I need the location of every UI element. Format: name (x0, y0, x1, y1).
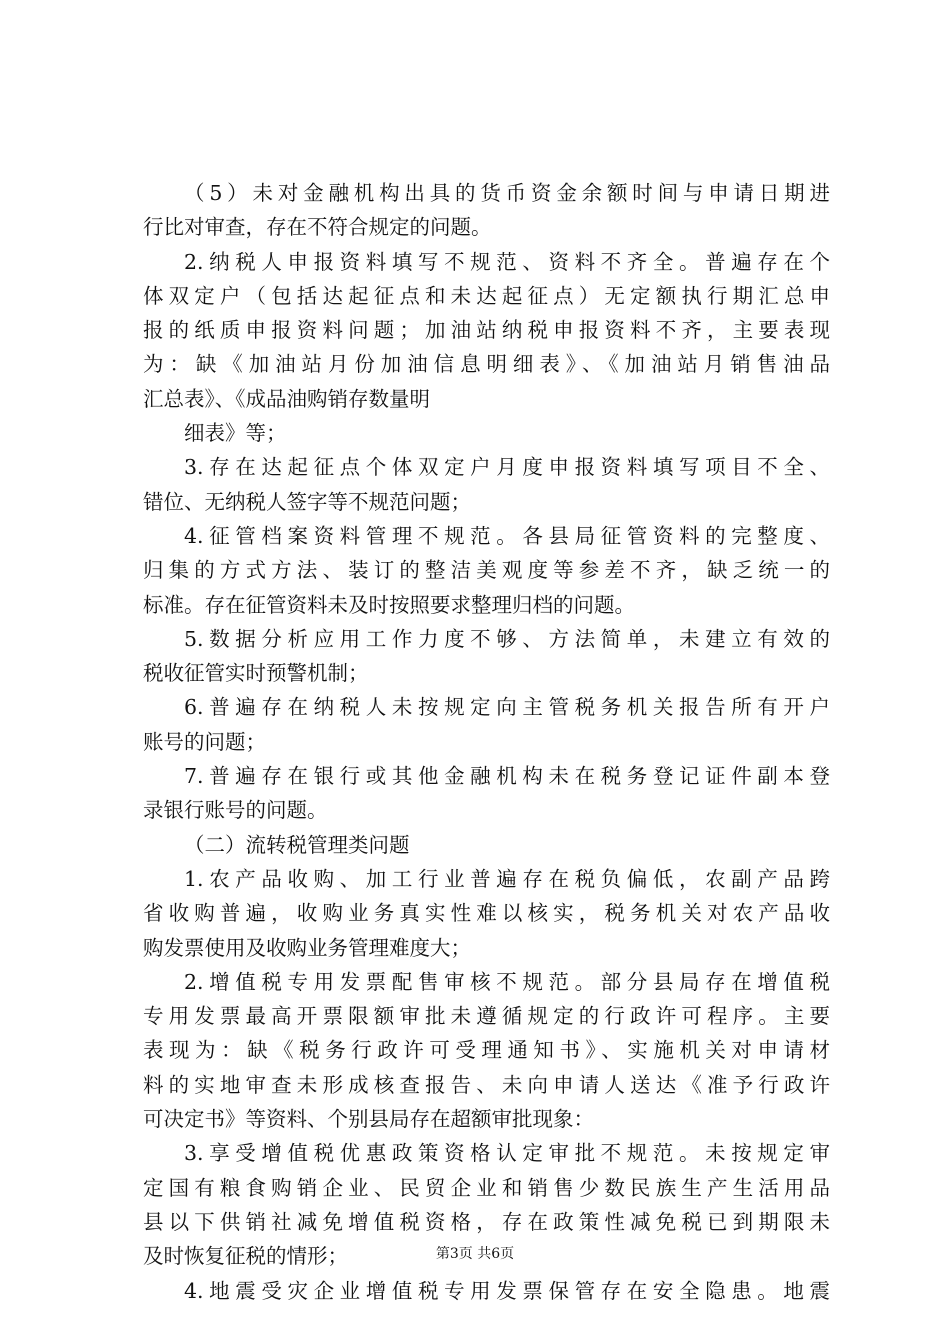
text-line: 4.征管档案资料管理不规范。各县局征管资料的完整度、 (184, 523, 830, 548)
text-line: 购发票使用及收购业务管理难度大； (143, 935, 471, 960)
page-footer: 第3页 共6页 (435, 1246, 515, 1262)
text-line: 可决定书》等资料、个别县局存在超额审批现象： (143, 1107, 594, 1132)
text-line: 3.享受增值税优惠政策资格认定审批不规范。未按规定审 (184, 1141, 830, 1166)
text-line: 定国有粮食购销企业、民贸企业和销售少数民族生产生活用品 (143, 1175, 830, 1200)
text-line: 省收购普遍，收购业务真实性难以核实，税务机关对农产品收 (143, 901, 830, 926)
text-line: 7.普遍存在银行或其他金融机构未在税务登记证件副本登 (184, 764, 830, 789)
text-line: 报的纸质申报资料问题；加油站纳税申报资料不齐，主要表现 (143, 318, 830, 343)
text-line: 及时恢复征税的情形； (143, 1244, 348, 1269)
text-line: 行比对审查，存在不符合规定的问题。 (143, 215, 492, 240)
text-line: 归集的方式方法、装订的整洁美观度等参差不齐，缺乏统一的 (143, 558, 830, 583)
text-line: 表现为：缺《税务行政许可受理通知书》、实施机关对申请材 (143, 1038, 830, 1063)
text-line: 1.农产品收购、加工行业普遍存在税负偏低，农副产品跨 (184, 866, 830, 891)
text-line: 标准。存在征管资料未及时按照要求整理归档的问题。 (143, 592, 635, 617)
text-line: 录银行账号的问题。 (143, 798, 328, 823)
text-line: 体双定户（包括达起征点和未达起征点）无定额执行期汇总申 (143, 283, 830, 308)
text-line: 汇总表》、《成品油购销存数量明 (143, 386, 430, 411)
text-line: 税收征管实时预警机制； (143, 661, 369, 686)
text-line: 6.普遍存在纳税人未按规定向主管税务机关报告所有开户 (184, 695, 830, 720)
text-line: 5.数据分析应用工作力度不够、方法简单，未建立有效的 (184, 626, 830, 651)
text-line: 专用发票最高开票限额审批未遵循规定的行政许可程序。主要 (143, 1004, 830, 1029)
text-line: 县以下供销社减免增值税资格，存在政策性减免税已到期限未 (143, 1209, 830, 1234)
text-line: 细表》等； (184, 421, 287, 446)
text-line: 账号的问题； (143, 729, 266, 754)
text-line: 3.存在达起征点个体双定户月度申报资料填写项目不全、 (184, 455, 830, 480)
text-line: 为：缺《加油站月份加油信息明细表》、《加油站月销售油品 (143, 352, 830, 377)
text-line: 料的实地审查未形成核查报告、未向申请人送达《准予行政许 (143, 1072, 830, 1097)
text-line: 2.增值税专用发票配售审核不规范。部分县局存在增值税 (184, 969, 830, 994)
text-line: 2.纳税人申报资料填写不规范、资料不齐全。普遍存在个 (184, 249, 830, 274)
body-text (143, 176, 830, 1308)
text-line: （5）未对金融机构出具的货币资金余额时间与申请日期进 (184, 181, 830, 205)
text-line: （二）流转税管理类问题 (184, 832, 410, 857)
text-line: 错位、无纳税人签字等不规范问题； (143, 489, 471, 514)
text-line: 4.地震受灾企业增值税专用发票保管存在安全隐患。地震 (184, 1278, 830, 1303)
